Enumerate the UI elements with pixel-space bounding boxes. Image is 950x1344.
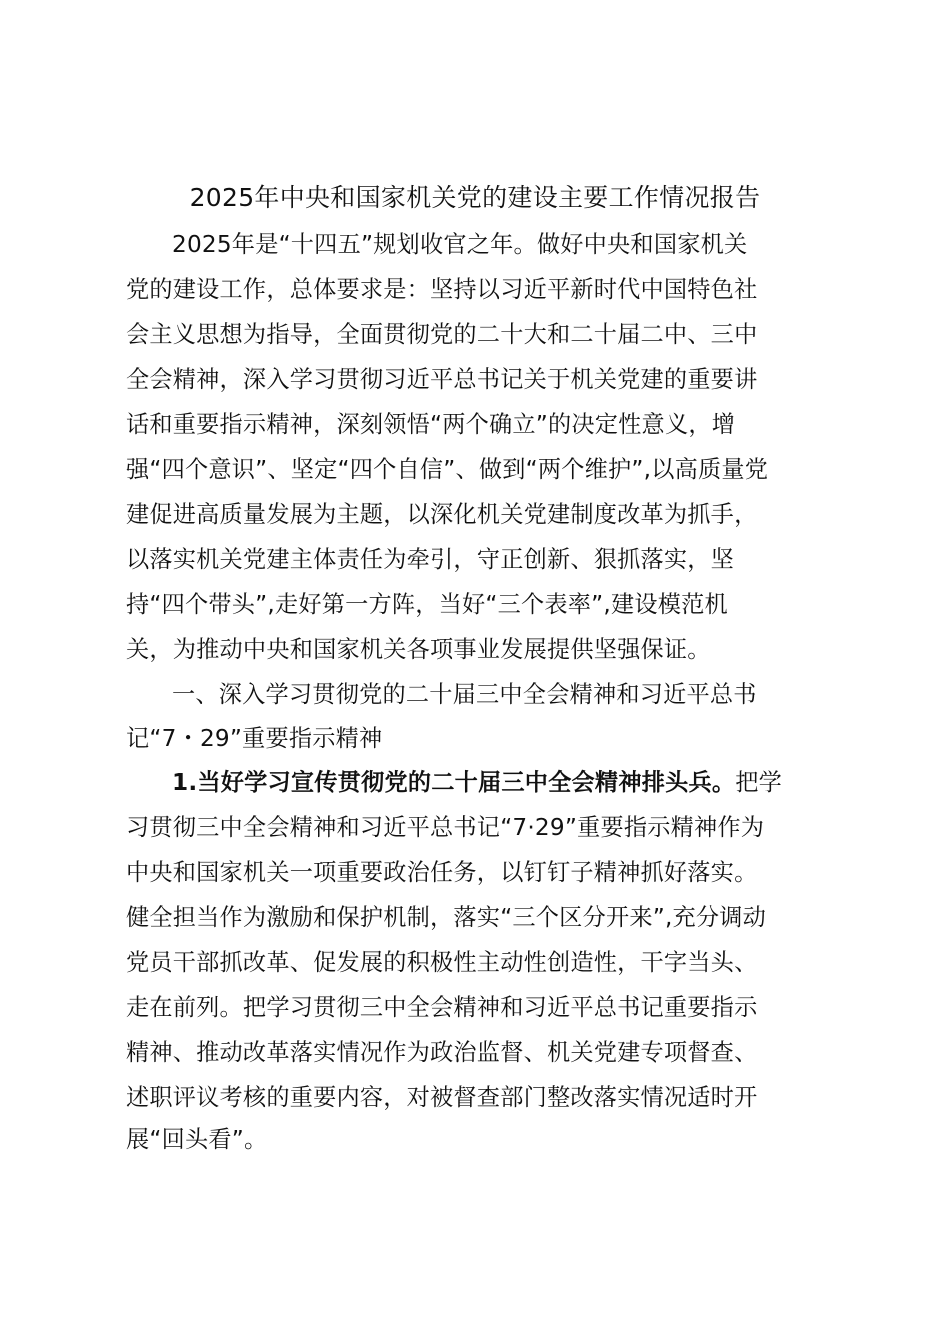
item-1-line-3: 中央和国家机关一项重要政治任务，以钉钉子精神抓好落实。 bbox=[126, 859, 758, 886]
paragraph-1-line-8: 以落实机关党建主体责任为牵引，守正创新、狠抓落实，坚 bbox=[126, 546, 735, 573]
item-1-line-1 bbox=[172, 768, 782, 798]
item-1-line-6: 走在前列。把学习贯彻三中全会精神和习近平总书记重要指示 bbox=[126, 994, 758, 1021]
item-1-line-4: 健全担当作为激励和保护机制，落实“三个区分开来”,充分调动 bbox=[126, 904, 767, 931]
paragraph-1-line-3: 会主义思想为指导，全面贯彻党的二十大和二十届二中、三中 bbox=[126, 321, 758, 348]
paragraph-1-line-6: 强“四个意识”、坚定“四个自信”、做到“两个维护”,以高质量党 bbox=[126, 456, 769, 483]
item-1-line-9: 展“回头看”。 bbox=[126, 1126, 268, 1153]
item-1-lead-rest: 把学 bbox=[735, 769, 783, 796]
item-1-line-5: 党员干部抓改革、促发展的积极性主动性创造性，干字当头、 bbox=[126, 949, 758, 976]
item-1-line-7: 精神、推动改革落实情况作为政治监督、机关党建专项督查、 bbox=[126, 1039, 758, 1066]
paragraph-1-line-7: 建促进高质量发展为主题，以深化机关党建制度改革为抓手， bbox=[126, 501, 758, 528]
section-1-heading-line-2: 记“7・29”重要指示精神 bbox=[126, 725, 383, 752]
document-title: 2025年中央和国家机关党的建设主要工作情况报告 bbox=[189, 183, 761, 212]
item-1-bold-lead: 1.当好学习宣传贯彻党的二十届三中全会精神排头兵。 bbox=[172, 769, 736, 796]
paragraph-1-line-5: 话和重要指示精神，深刻领悟“两个确立”的决定性意义，增 bbox=[126, 411, 736, 438]
paragraph-1-line-2: 党的建设工作，总体要求是：坚持以习近平新时代中国特色社 bbox=[126, 276, 758, 303]
paragraph-1-line-10: 关，为推动中央和国家机关各项事业发展提供坚强保证。 bbox=[126, 636, 711, 663]
paragraph-1-line-1: 2025年是“十四五”规划收官之年。做好中央和国家机关 bbox=[172, 231, 748, 258]
item-1-line-2: 习贯彻三中全会精神和习近平总书记“7·29”重要指示精神作为 bbox=[126, 814, 765, 841]
paragraph-1-line-4: 全会精神，深入学习贯彻习近平总书记关于机关党建的重要讲 bbox=[126, 366, 758, 393]
section-1-heading-line-1: 一、深入学习贯彻党的二十届三中全会精神和习近平总书 bbox=[172, 681, 757, 708]
paragraph-1-line-9: 持“四个带头”,走好第一方阵，当好“三个表率”,建设模范机 bbox=[126, 591, 728, 618]
item-1-line-8: 述职评议考核的重要内容，对被督查部门整改落实情况适时开 bbox=[126, 1084, 758, 1111]
